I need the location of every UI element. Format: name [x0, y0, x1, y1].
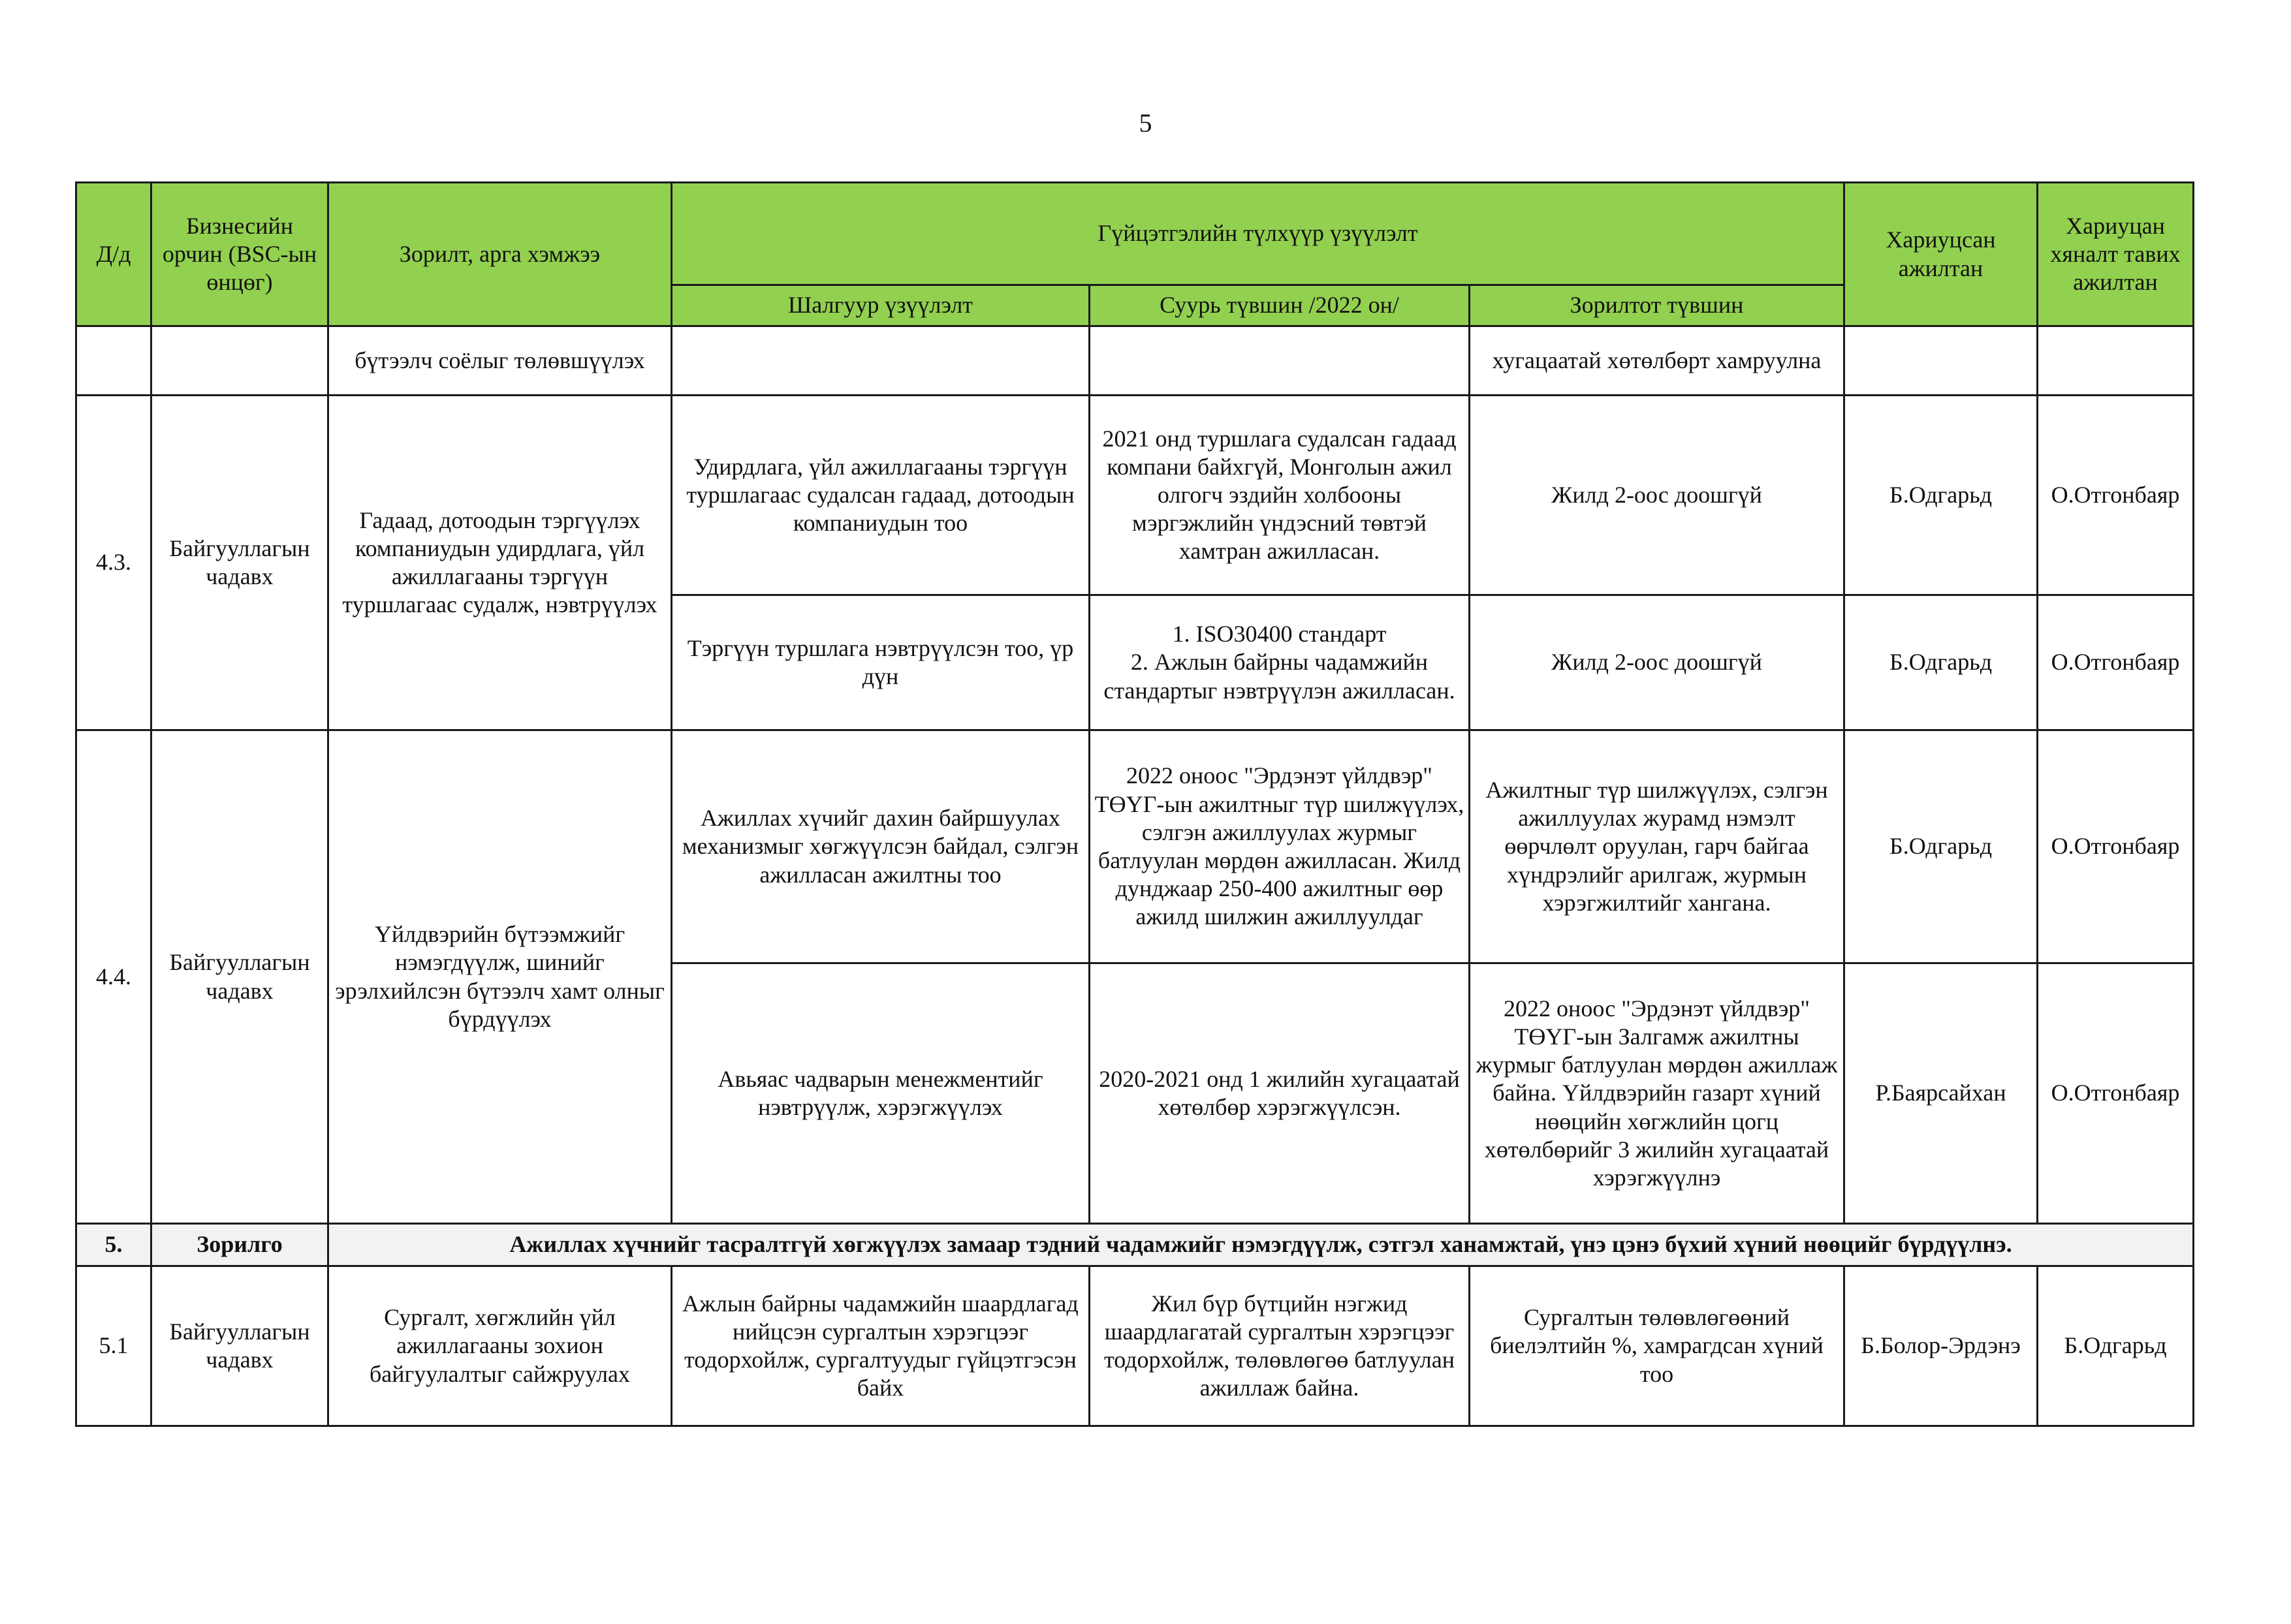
cell-supervisor: О.Отгонбаяр — [2038, 595, 2194, 730]
cell-indicator: Удирдлага, үйл ажиллагааны тэргүүн туршлагаас судалсан гадаад, дотоодын компаниудын тоо — [672, 396, 1090, 595]
cell-responsible: Б.Болор-Эрдэнэ — [1844, 1266, 2038, 1426]
cell-supervisor: Б.Одгарьд — [2038, 1266, 2194, 1426]
cell-no — [76, 326, 151, 396]
cell-target: Жилд 2-оос доошгүй — [1470, 595, 1844, 730]
baseline-line: 1. ISO30400 стандарт — [1172, 621, 1387, 648]
header-no: Д/д — [76, 183, 151, 326]
cell-bsc: Байгууллагын чадавх — [151, 396, 328, 730]
cell-bsc: Байгууллагын чадавх — [151, 1266, 328, 1426]
cell-goal-action: Үйлдвэрийн бүтээмжийг нэмэгдүүлж, шинийг эрэлхийлсэн бүтээлч хамт олныг бүрдүүлэх — [328, 730, 672, 1224]
cell-target: 2022 оноос "Эрдэнэт үйлдвэр" ТӨҮГ-ын Залгамж ажилтны журмыг батлуулан мөрдөн ажиллаж байна. Үйлдвэрийн газарт хүний нөөцийн хөгжлийн цогц хөтөлбөрийг 3 жилийн хугацаатай хэрэгжүүлнэ — [1470, 963, 1844, 1224]
cell-baseline: 2021 онд туршлага судалсан гадаад компани байхгүй, Монголын ажил олгогч эздийн холбооны мэргэжлийн үндэсний төвтэй хамтран ажилласан. — [1090, 396, 1470, 595]
cell-responsible: Б.Одгарьд — [1844, 595, 2038, 730]
table-row — [76, 730, 2194, 963]
page-number: 5 — [1139, 108, 1152, 138]
table-row — [76, 396, 2194, 595]
table-row — [76, 1266, 2194, 1426]
goal-text: Ажиллах хүчнийг тасралтгүй хөгжүүлэх замаар тэдний чадамжийг нэмэгдүүлж, сэтгэл ханамжтай, үнэ цэнэ бүхий хүний нөөцийг бүрдүүлнэ. — [328, 1224, 2194, 1266]
kpi-plan-table — [75, 181, 2194, 1427]
cell-bsc — [151, 326, 328, 396]
cell-responsible — [1844, 326, 2038, 396]
cell-baseline: Жил бүр бүтцийн нэгжид шаардлагатай сургалтын хэрэгцээг тодорхойлж, төлөвлөгөө батлуулан ажиллаж байна. — [1090, 1266, 1470, 1426]
header-bsc: Бизнесийн орчин (BSC-ын өнцөг) — [151, 183, 328, 326]
cell-goal-action: Гадаад, дотоодын тэргүүлэх компаниудын удирдлага, үйл ажиллагааны тэргүүн туршлагаас судалж, нэвтрүүлэх — [328, 396, 672, 730]
cell-supervisor: О.Отгонбаяр — [2038, 396, 2194, 595]
header-responsible: Хариуцсан ажилтан — [1844, 183, 2038, 326]
cell-responsible: Р.Баярсайхан — [1844, 963, 2038, 1224]
goal-no: 5. — [76, 1224, 151, 1266]
cell-baseline: 2022 оноос "Эрдэнэт үйлдвэр" ТӨҮГ-ын ажилтныг түр шилжүүлэх, сэлгэн ажиллуулах журмыг батлуулан мөрдөн ажилласан. Жилд дунджаар 250-400 ажилтныг өөр ажилд шилжин ажиллуулдаг — [1090, 730, 1470, 963]
cell-bsc: Байгууллагын чадавх — [151, 730, 328, 1224]
cell-indicator: Авьяас чадварын менежментийг нэвтрүүлж, хэрэгжүүлэх — [672, 963, 1090, 1224]
cell-baseline: 2020-2021 онд 1 жилийн хугацаатай хөтөлбөр хэрэгжүүлсэн. — [1090, 963, 1470, 1224]
cell-no: 5.1 — [76, 1266, 151, 1426]
header-kpi: Гүйцэтгэлийн түлхүүр үзүүлэлт — [672, 183, 1844, 285]
goal-row — [76, 1224, 2194, 1266]
header-indicator: Шалгуур үзүүлэлт — [672, 285, 1090, 326]
cell-indicator: Ажиллах хүчийг дахин байршуулах механизмыг хөгжүүлсэн байдал, сэлгэн ажилласан ажилтны тоо — [672, 730, 1090, 963]
table-row — [76, 326, 2194, 396]
cell-baseline — [1090, 326, 1470, 396]
header-row — [76, 183, 2194, 285]
cell-target: Ажилтныг түр шилжүүлэх, сэлгэн ажиллуулах журамд нэмэлт өөрчлөлт оруулан, гарч байгаа хүндрэлийг арилгаж, журмын хэрэгжилтийг хангана. — [1470, 730, 1844, 963]
cell-indicator: Ажлын байрны чадамжийн шаардлагад нийцсэн сургалтын хэрэгцээг тодорхойлж, сургалтуудыг гүйцэтгэсэн байх — [672, 1266, 1090, 1426]
cell-target: Жилд 2-оос доошгүй — [1470, 396, 1844, 595]
cell-supervisor: О.Отгонбаяр — [2038, 730, 2194, 963]
cell-indicator — [672, 326, 1090, 396]
cell-target: Сургалтын төлөвлөгөөний биелэлтийн %, хамрагдсан хүний тоо — [1470, 1266, 1844, 1426]
header-target: Зорилтот түвшин — [1470, 285, 1844, 326]
cell-no: 4.4. — [76, 730, 151, 1224]
cell-no: 4.3. — [76, 396, 151, 730]
cell-supervisor: О.Отгонбаяр — [2038, 963, 2194, 1224]
goal-label: Зорилго — [151, 1224, 328, 1266]
cell-goal-action: Сургалт, хөгжлийн үйл ажиллагааны зохион байгуулалтыг сайжруулах — [328, 1266, 672, 1426]
cell-indicator: Тэргүүн туршлага нэвтрүүлсэн тоо, үр дүн — [672, 595, 1090, 730]
header-baseline: Суурь түвшин /2022 он/ — [1090, 285, 1470, 326]
header-goal-action: Зорилт, арга хэмжээ — [328, 183, 672, 326]
cell-baseline — [1090, 595, 1470, 730]
cell-responsible: Б.Одгарьд — [1844, 730, 2038, 963]
header-supervisor: Хариуцан хяналт тавих ажилтан — [2038, 183, 2194, 326]
cell-supervisor — [2038, 326, 2194, 396]
baseline-line: 2. Ажлын байрны чадамжийн стандартыг нэвтрүүлэн ажилласан. — [1103, 649, 1455, 704]
cell-goal-action: бүтээлч соёлыг төлөвшүүлэх — [328, 326, 672, 396]
cell-responsible: Б.Одгарьд — [1844, 396, 2038, 595]
cell-target: хугацаатай хөтөлбөрт хамруулна — [1470, 326, 1844, 396]
